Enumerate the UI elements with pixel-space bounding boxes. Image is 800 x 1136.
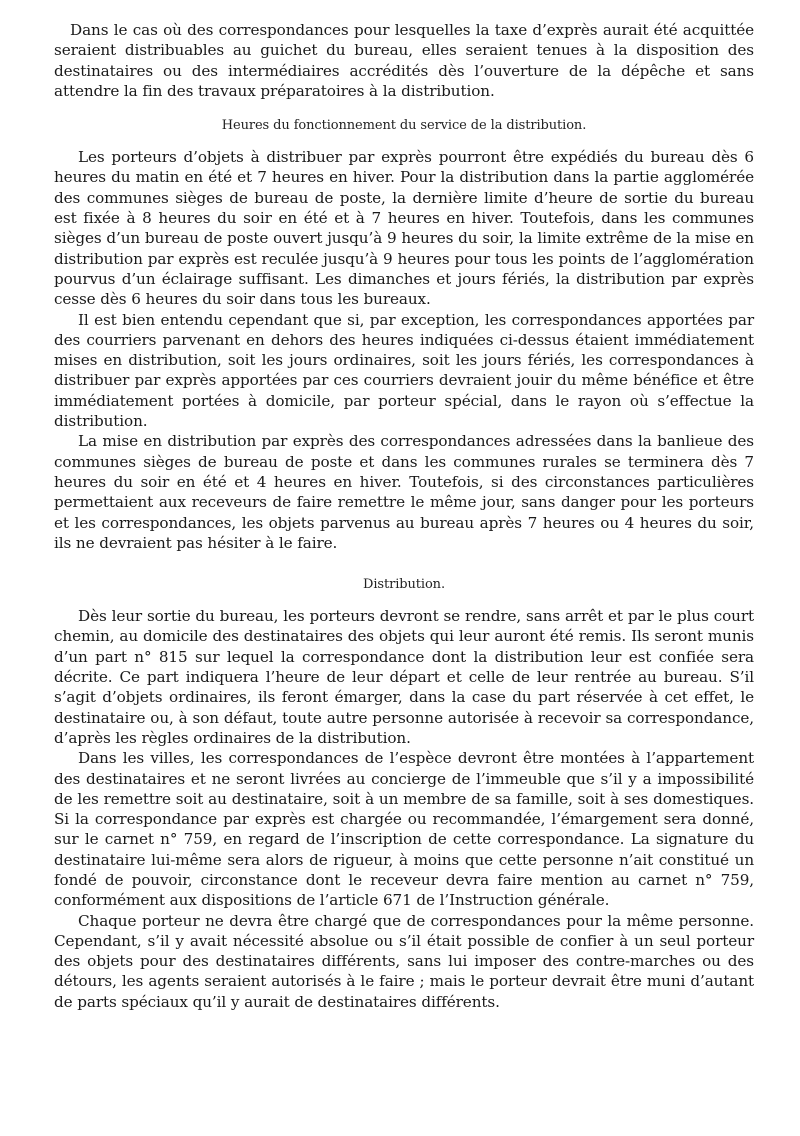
intro-paragraph: Dans le cas où des correspondances pour lesquelles la taxe d’exprès aurait été acquittée seraient distribuables au guichet du bureau, elles seraient tenues à la disposition des destinataires ou des intermédiaires accrédités dès l’ouverture de la dépêche et sans attendre la fin des travaux préparatoires à la distribution. <box>54 21 754 100</box>
document-page <box>54 20 754 1012</box>
paragraph: Dans les villes, les correspondances de l’espèce devront être montées à l’appartement des destinataires et ne seront livrées au concierge de l’immeuble que s’il y a impossibilité de les remettre soit au destinataire, soit à un membre de sa famille, soit à ses domestiques. Si la correspondance par exprès est chargée ou recommandée, l’émargement sera donné, sur le carnet n° 759, en regard de l’inscription de cette correspondance. La signature du destinataire lui-même sera alors de rigueur, à moins que cette personne n’ait constitué un fondé de pouvoir, circonstance dont le receveur devra faire mention au carnet n° 759, conformément aux dispositions de l’article 671 de l’Instruction générale. <box>54 749 754 910</box>
section-heading-distribution: Distribution. <box>363 577 445 593</box>
paragraph: Dès leur sortie du bureau, les porteurs devront se rendre, sans arrêt et par le plus court chemin, au domicile des destinataires des objets qui leur auront été remis. Ils seront munis d’un part n° 815 sur lequel la correspondance dont la distribution leur est confiée sera décrite. Ce part indiquera l’heure de leur départ et celle de leur rentrée au bureau. S’il s’agit d’objets ordinaires, ils feront émarger, dans la case du part réservée à cet effet, le destinataire ou, à son défaut, toute autre personne autorisée à recevoir sa correspondance, d’après les règles ordinaires de la distribution. <box>54 607 754 747</box>
paragraph: La mise en distribution par exprès des correspondances adressées dans la banlieue des communes sièges de bureau de poste et dans les communes rurales se terminera dès 7 heures du soir en été et 4 heures en hiver. Toutefois, si des circonstances particulières permettaient aux receveurs de faire remettre le même jour, sans danger pour les porteurs et les correspondances, les objets parvenus au bureau après 7 heures ou 4 heures du soir, ils ne devraient pas hésiter à le faire. <box>54 432 754 552</box>
section-heading-hours: Heures du fonctionnement du service de la distribution. <box>221 118 587 134</box>
paragraph: Il est bien entendu cependant que si, par exception, les correspondances apportées par des courriers parvenant en dehors des heures indiquées ci-dessus étaient immédiatement mises en distribution, soit les jours ordinaires, soit les jours fériés, les correspondances à distribuer par exprès apportées par ces courriers devraient jouir du même bénéfice et être immédiatement portées à domicile, par porteur spécial, dans le rayon où s’effectue la distribution. <box>54 310 754 431</box>
paragraph: Les porteurs d’objets à distribuer par exprès pourront être expédiés du bureau dès 6 heures du matin en été et 7 heures en hiver. Pour la distribution dans la partie agglomérée des communes sièges de bureau de poste, la dernière limite d’heure de sortie du bureau est fixée à 8 heures du soir en été et à 7 heures en hiver. Toutefois, dans les communes sièges d’un bureau de poste ouvert jusqu’à 9 heures du soir, la limite extrême de la mise en distribution par exprès est reculée jusqu’à 9 heures pour tous les points de l’agglomération pourvus d’un éclairage suffisant. Les dimanches et jours fériés, la distribution par exprès cesse dès 6 heures du soir dans tous les bureaux. <box>54 148 754 309</box>
paragraph: Chaque porteur ne devra être chargé que de correspondances pour la même personne. Cependant, s’il y avait nécessité absolue ou s’il était possible de confier à un seul porteur des objets pour des destinataires différents, sans lui imposer des contre-marches ou des détours, les agents seraient autorisés à le faire ; mais le porteur devrait être muni d’autant de parts spéciaux qu’il y aurait de destinataires différents. <box>54 911 754 1011</box>
